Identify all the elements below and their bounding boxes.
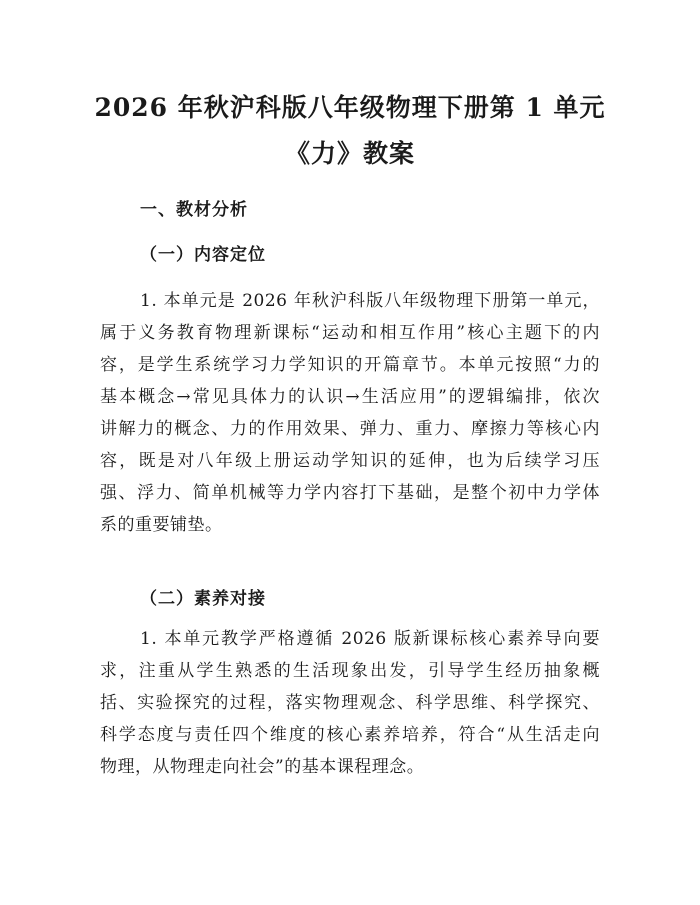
- paragraph-line: 讲解力的概念、力的作用效果、弹力、重力、摩擦力等核心内: [100, 419, 600, 439]
- paragraph-line: 科学态度与责任四个维度的核心素养培养，符合“从生活走向: [100, 725, 600, 745]
- document-title-line-1: 2026 年秋沪科版八年级物理下册第 1 单元: [94, 93, 606, 122]
- paragraph-line: 属于义务教育物理新课标“运动和相互作用”核心主题下的内: [100, 323, 600, 343]
- paragraph-line: 基本概念→常见具体力的认识→生活应用”的逻辑编排，依次: [100, 387, 600, 407]
- paragraph-line: 括、实验探究的过程，落实物理观念、科学思维、科学探究、: [100, 693, 600, 713]
- paragraph-literacy-alignment: [100, 623, 600, 783]
- paragraph-line: 1. 本单元教学严格遵循 2026 版新课标核心素养导向要: [140, 629, 600, 649]
- paragraph-line: 容，既是对八年级上册运动学知识的延伸，也为后续学习压: [100, 451, 600, 471]
- paragraph-line: 1. 本单元是 2026 年秋沪科版八年级物理下册第一单元，: [140, 291, 600, 311]
- paragraph-line: 求，注重从学生熟悉的生活现象出发，引导学生经历抽象概: [100, 661, 600, 681]
- section-heading-textbook-analysis: 一、教材分析: [140, 200, 248, 220]
- paragraph-line: 容，是学生系统学习力学知识的开篇章节。本单元按照“力的: [100, 355, 600, 375]
- paragraph-line: 物理，从物理走向社会”的基本课程理念。: [100, 757, 425, 777]
- subsection-heading-literacy-alignment: （二）素养对接: [140, 589, 266, 609]
- paragraph-line: 强、浮力、简单机械等力学内容打下基础，是整个初中力学体: [100, 483, 600, 503]
- paragraph-content-positioning: [100, 285, 600, 541]
- paragraph-line: 系的重要铺垫。: [100, 515, 223, 535]
- subsection-heading-content-positioning: （一）内容定位: [140, 245, 266, 265]
- document-title-line-2: 《力》教案: [284, 139, 415, 168]
